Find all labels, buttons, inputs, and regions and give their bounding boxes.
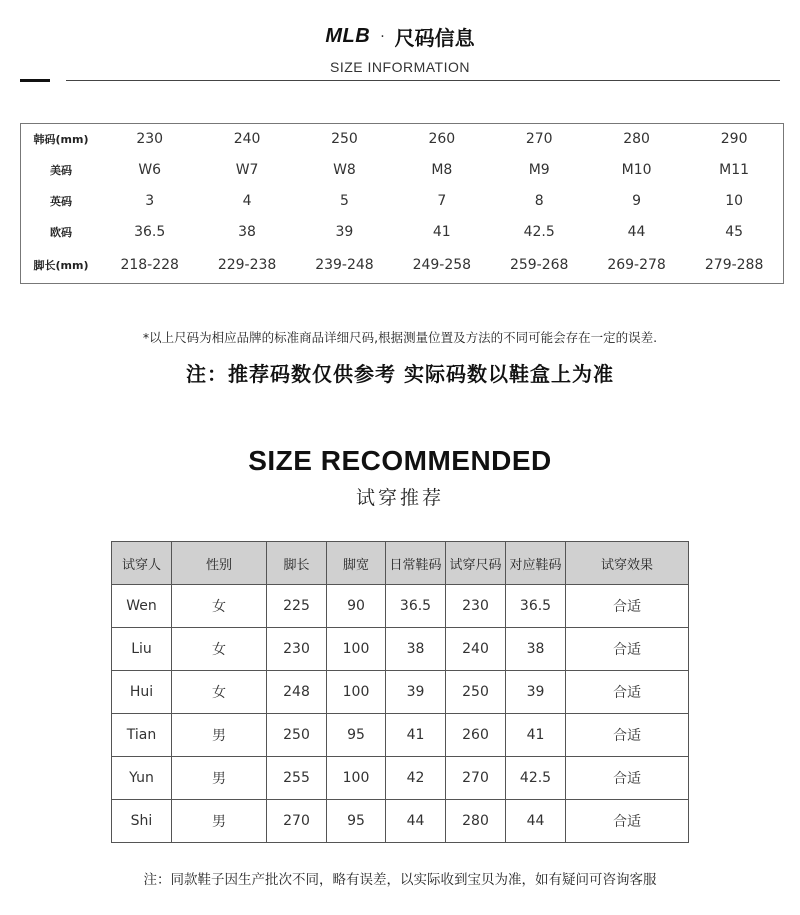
- table-cell: 41: [506, 714, 566, 757]
- size-chart-cell: M9: [528, 162, 550, 178]
- size-chart-cell: 270: [525, 131, 553, 148]
- table-cell: 270: [267, 800, 327, 843]
- size-reference-note: 注：推荐码数仅供参考 实际码数以鞋盒上为准: [186, 362, 614, 386]
- column-header: 试穿效果: [566, 542, 689, 585]
- size-chart-cell: 36.5: [134, 224, 166, 240]
- size-chart-cell: W8: [333, 162, 356, 178]
- header: [0, 22, 800, 75]
- column-header: 试穿人: [112, 542, 172, 585]
- size-chart-cell: 41: [432, 224, 451, 240]
- table-cell: 255: [267, 757, 327, 800]
- table-row: [112, 585, 689, 628]
- trial-table-header-row: [112, 542, 689, 585]
- trial-table: [111, 541, 689, 843]
- table-cell: 41: [386, 714, 446, 757]
- size-chart-cell: M11: [719, 162, 750, 178]
- size-chart-cell: W6: [138, 162, 162, 178]
- size-chart-cell: 290: [720, 131, 748, 148]
- table-cell: Wen: [112, 585, 172, 628]
- size-chart-row-label: 英码: [50, 195, 72, 208]
- recommended-subtitle: 试穿推荐: [355, 487, 444, 509]
- header-divider: [66, 80, 780, 81]
- size-chart-table: [20, 123, 784, 284]
- recommended-title: SIZE RECOMMENDED: [248, 445, 552, 476]
- table-cell: 250: [267, 714, 327, 757]
- table-cell: 男: [172, 757, 267, 800]
- table-cell: 44: [506, 800, 566, 843]
- size-chart-cell: 260: [428, 131, 456, 148]
- table-cell: 95: [327, 714, 386, 757]
- table-cell: 100: [327, 671, 386, 714]
- table-cell: 100: [327, 628, 386, 671]
- column-header: 对应鞋码: [506, 542, 566, 585]
- size-chart-row-label: 美码: [50, 164, 72, 177]
- column-header: 脚宽: [327, 542, 386, 585]
- table-cell: 42.5: [506, 757, 566, 800]
- table-cell: 39: [386, 671, 446, 714]
- size-chart-cell: 9: [632, 193, 642, 209]
- column-header: 脚长: [267, 542, 327, 585]
- size-chart-cell: 240: [233, 131, 261, 148]
- size-chart-cell: 38: [238, 224, 256, 240]
- table-cell: 男: [172, 714, 267, 757]
- table-cell: 合适: [566, 800, 689, 843]
- table-cell: 39: [506, 671, 566, 714]
- table-row: [112, 714, 689, 757]
- table-cell: 250: [446, 671, 506, 714]
- table-cell: 38: [386, 628, 446, 671]
- size-chart-cell: 279-288: [704, 257, 764, 274]
- size-chart-cell: 7: [437, 193, 447, 209]
- size-chart-cell: 45: [725, 224, 744, 240]
- size-chart-cell: 249-258: [412, 257, 472, 274]
- size-chart-row-label: 欧码: [50, 226, 72, 239]
- size-disclaimer: *以上尺码为相应品牌的标准商品详细尺码,根据测量位置及方法的不同可能会存在一定的误差.: [142, 330, 658, 345]
- size-chart-cell: M10: [621, 162, 652, 178]
- table-cell: 95: [327, 800, 386, 843]
- size-chart-cell: W7: [235, 162, 259, 178]
- size-chart-row-label: 韩码(mm): [33, 133, 89, 147]
- table-row: [112, 628, 689, 671]
- page-title: 尺码信息: [394, 26, 475, 50]
- table-cell: 260: [446, 714, 506, 757]
- footer-note: 注：同款鞋子因生产批次不同，略有误差，以实际收到宝贝为准，如有疑问可咨询客服: [143, 872, 657, 888]
- size-chart-row: [21, 217, 784, 248]
- table-cell: Yun: [112, 757, 172, 800]
- table-cell: 240: [446, 628, 506, 671]
- size-chart-cell: 10: [725, 193, 744, 209]
- table-cell: 42: [386, 757, 446, 800]
- table-cell: 38: [506, 628, 566, 671]
- table-cell: 男: [172, 800, 267, 843]
- size-chart-row: [21, 124, 784, 155]
- column-header: 性别: [172, 542, 267, 585]
- size-chart-cell: 4: [242, 193, 252, 209]
- size-chart-cell: 3: [145, 193, 155, 209]
- table-cell: Liu: [112, 628, 172, 671]
- table-cell: Tian: [112, 714, 172, 757]
- table-cell: 合适: [566, 585, 689, 628]
- table-cell: 248: [267, 671, 327, 714]
- size-chart-cell: 5: [339, 193, 349, 209]
- header-accent-rule: [20, 79, 50, 82]
- table-cell: 225: [267, 585, 327, 628]
- size-chart-cell: 39: [335, 224, 354, 240]
- table-row: [112, 757, 689, 800]
- brand-separator: ·: [380, 28, 385, 45]
- table-cell: 230: [446, 585, 506, 628]
- table-cell: 女: [172, 585, 267, 628]
- size-chart-cell: 44: [627, 224, 646, 240]
- table-cell: 合适: [566, 671, 689, 714]
- column-header: 试穿尺码: [446, 542, 506, 585]
- table-cell: 100: [327, 757, 386, 800]
- size-chart-cell: 250: [331, 131, 358, 148]
- size-chart-row: [21, 155, 784, 186]
- table-cell: 230: [267, 628, 327, 671]
- brand-logo: MLB: [325, 25, 371, 47]
- size-chart-cell: M8: [431, 162, 453, 178]
- page-subtitle: SIZE INFORMATION: [330, 59, 470, 75]
- size-chart-cell: 239-248: [315, 257, 374, 274]
- column-header: 日常鞋码: [386, 542, 446, 585]
- size-chart-cell: 269-278: [607, 257, 666, 274]
- table-cell: Shi: [112, 800, 172, 843]
- size-chart-row: [21, 186, 784, 217]
- table-cell: 90: [327, 585, 386, 628]
- size-chart-cell: 42.5: [523, 224, 555, 240]
- size-chart-cell: 230: [136, 131, 164, 148]
- size-chart-row-label: 脚长(mm): [33, 259, 89, 273]
- table-cell: 女: [172, 671, 267, 714]
- size-chart-cell: 8: [534, 193, 544, 209]
- table-cell: 44: [386, 800, 446, 843]
- size-chart-cell: 229-238: [217, 257, 277, 274]
- brand-row: [0, 22, 800, 51]
- table-cell: Hui: [112, 671, 172, 714]
- table-cell: 270: [446, 757, 506, 800]
- table-cell: 36.5: [386, 585, 446, 628]
- table-cell: 36.5: [506, 585, 566, 628]
- table-row: [112, 800, 689, 843]
- table-cell: 280: [446, 800, 506, 843]
- table-cell: 合适: [566, 628, 689, 671]
- table-cell: 合适: [566, 757, 689, 800]
- table-row: [112, 671, 689, 714]
- table-cell: 女: [172, 628, 267, 671]
- table-cell: 合适: [566, 714, 689, 757]
- size-chart-row: [21, 248, 784, 284]
- size-chart-cell: 259-268: [509, 257, 569, 274]
- size-chart-cell: 280: [623, 131, 650, 148]
- size-chart-cell: 218-228: [120, 257, 179, 274]
